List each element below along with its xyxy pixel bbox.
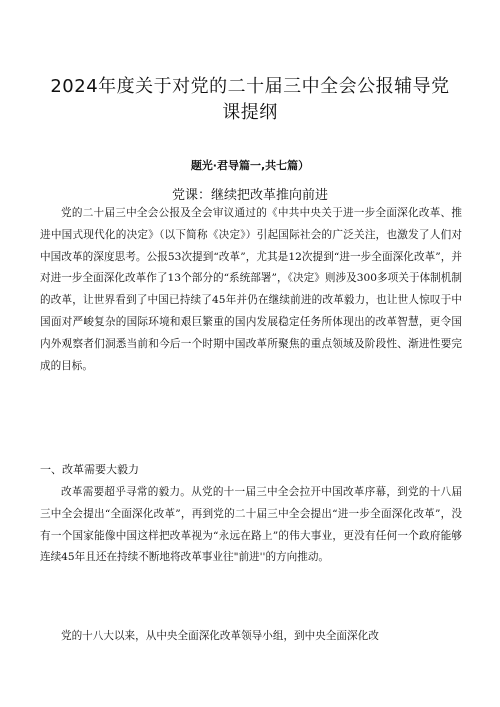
- heading-reform-perseverance: 一、改革需要大毅力: [40, 463, 139, 476]
- document-title: 2024年度关于对党的二十届三中全会公报辅导党课提纲: [50, 76, 450, 124]
- paragraph-intro: 党的二十届三中全会公报及全会审议通过的《中共中央关于进一步全面深化改革、推进中国式现代化的决定》（以下简称《决定》）引起国际社会的广泛关注，也激发了人们对中国改革的深度思考。公报53次提到“改革”，尤其是12次提到“进一步全面深化改革”，并对进一步全面深化改革作了13个部分的“系统部署”，《决定》则涉及300多项关于体制机制的改革，让世界看到了中国已持续了45年并仍在继续前进的改革毅力，也让世人惊叹于中国面对严峻复杂的国际环境和艰巨繁重的国内发展稳定任务所体现出的改革智慧，更令国内外观察者们洞悉当前和今后一个时期中国改革所聚焦的重点领域及阶段性、渐进性要完成的目标。: [40, 207, 462, 372]
- section-title: 党课：继续把改革推向前进: [171, 188, 328, 203]
- paragraph-since-18th-congress: 党的十八大以来，从中央全面深化改革领导小组，到中央全面深化改: [61, 630, 379, 642]
- paragraph-reform-perseverance: 改革需要超乎寻常的毅力。从党的十一届三中全会拉开中国改革序幕，到党的十八届三中全会提出“全面深化改革”，再到党的二十届三中全会提出“进一步全面深化改革”，没有一个国家能像中国这样把改革视为“永远在路上”的伟大事业，更没有任何一个政府能够连续45年且还在持续不断地将改革事业往"前进''的方向推动。: [40, 486, 462, 564]
- document-subtitle: 题光·君导篇一,共七篇）: [190, 159, 310, 172]
